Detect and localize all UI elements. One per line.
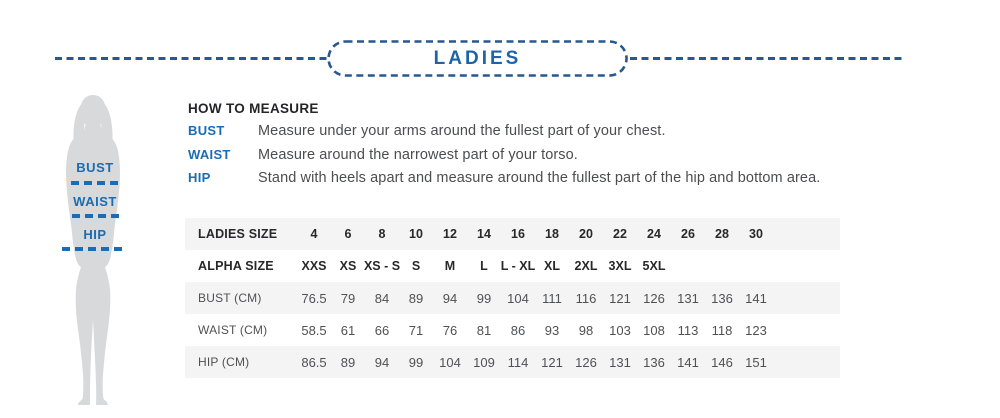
- table-cell: 108: [643, 322, 665, 338]
- figure-waist-line: [72, 214, 119, 218]
- divider-dash-left: [55, 57, 327, 60]
- table-cell: 14: [477, 227, 491, 241]
- size-table: [185, 218, 840, 378]
- table-cell: XS: [339, 259, 357, 273]
- table-cell: 116: [575, 290, 597, 306]
- howto-bust-text: Measure under your arms around the fullest part of your chest.: [258, 123, 666, 139]
- table-cell: 99: [408, 354, 424, 370]
- table-cell: M: [444, 259, 456, 273]
- table-cell: 99: [476, 290, 492, 306]
- table-cell: 94: [442, 290, 458, 306]
- table-cell: 111: [542, 290, 562, 306]
- table-cell: 76: [442, 322, 458, 338]
- howto-waist-text: Measure around the narrowest part of your torso.: [258, 146, 578, 163]
- table-row-label: HIP (CM): [198, 355, 250, 369]
- table-cell: 89: [408, 290, 424, 306]
- table-cell: 141: [745, 290, 767, 306]
- table-cell: 146: [711, 354, 733, 370]
- table-cell: 2XL: [574, 259, 598, 273]
- table-cell: 28: [715, 227, 729, 241]
- table-cell: 89: [340, 354, 356, 370]
- table-cell: 58.5: [301, 322, 327, 338]
- table-row-label: WAIST (CM): [198, 323, 268, 337]
- table-cell: 18: [545, 227, 559, 241]
- table-cell: 121: [541, 354, 563, 370]
- table-row-label: BUST (CM): [198, 291, 262, 305]
- table-cell: 131: [609, 354, 631, 370]
- table-cell: 24: [647, 227, 661, 241]
- table-row-label: LADIES SIZE: [198, 227, 278, 241]
- ladies-badge: [327, 40, 628, 77]
- table-cell: 20: [579, 227, 593, 241]
- table-cell: 126: [643, 290, 665, 306]
- figure-hip-line: [62, 247, 124, 251]
- table-cell: L - XL: [500, 259, 536, 273]
- table-cell: 93: [544, 322, 560, 338]
- table-cell: 3XL: [608, 259, 632, 273]
- table-cell: 98: [578, 322, 594, 338]
- table-cell: 104: [507, 290, 529, 306]
- table-cell: 12: [443, 227, 457, 241]
- table-cell: 131: [677, 290, 699, 306]
- table-cell: 10: [409, 227, 423, 241]
- howto-row-bust: [188, 123, 888, 147]
- figure-hip-label: HIP: [83, 227, 107, 242]
- figure-bust-line: [71, 181, 122, 185]
- figure-bust-label: BUST: [76, 160, 114, 175]
- table-cell: S: [411, 259, 421, 273]
- table-cell: L: [480, 259, 488, 273]
- table-cell: 151: [745, 354, 767, 370]
- page-title: LADIES: [433, 47, 522, 69]
- howto-waist-label: WAIST: [188, 146, 231, 162]
- table-cell: 114: [507, 354, 529, 370]
- table-cell: 76.5: [301, 290, 327, 306]
- table-cell: 6: [344, 227, 352, 241]
- table-cell: XS - S: [363, 259, 401, 273]
- howto-hip-label: HIP: [188, 170, 211, 185]
- howto-row-hip: [188, 170, 888, 194]
- howto-hip-text: Stand with heels apart and measure around the fullest part of the hip and bottom area.: [258, 170, 821, 186]
- table-row-label: ALPHA SIZE: [198, 259, 274, 273]
- how-to-measure-section: [188, 100, 888, 194]
- table-cell: 118: [711, 322, 733, 338]
- table-row: [185, 282, 840, 314]
- table-cell: XL: [544, 259, 560, 273]
- table-cell: 22: [613, 227, 627, 241]
- divider-dash-right: [630, 57, 906, 60]
- table-cell: 126: [575, 354, 597, 370]
- table-cell: 8: [378, 227, 386, 241]
- howto-bust-label: BUST: [188, 123, 225, 138]
- table-cell: 113: [677, 322, 699, 338]
- table-cell: 30: [749, 227, 763, 241]
- table-cell: 71: [408, 322, 424, 338]
- table-cell: 109: [473, 354, 495, 370]
- figure-waist-label: WAIST: [73, 194, 117, 209]
- table-cell: 86: [510, 322, 526, 338]
- table-cell: 81: [476, 322, 492, 338]
- table-cell: 136: [643, 354, 665, 370]
- howto-row-waist: [188, 147, 888, 171]
- table-cell: 103: [609, 322, 631, 338]
- table-cell: 66: [374, 322, 390, 338]
- table-cell: 26: [681, 227, 695, 241]
- table-row: [185, 250, 840, 282]
- table-cell: 123: [745, 322, 767, 338]
- table-cell: 79: [340, 290, 356, 306]
- table-row: [185, 218, 840, 250]
- table-cell: 61: [340, 322, 356, 338]
- table-cell: 94: [374, 354, 390, 370]
- table-cell: 141: [677, 354, 699, 370]
- measurement-figure: [40, 90, 150, 412]
- table-cell: 104: [439, 354, 461, 370]
- table-cell: 4: [310, 227, 318, 241]
- table-row: [185, 314, 840, 346]
- table-cell: 5XL: [642, 259, 666, 273]
- table-cell: 86.5: [301, 354, 327, 370]
- table-cell: 84: [374, 290, 390, 306]
- table-cell: 16: [511, 227, 525, 241]
- table-cell: 121: [609, 290, 631, 306]
- table-cell: XXS: [301, 259, 327, 273]
- how-to-measure-title: HOW TO MEASURE: [188, 101, 319, 116]
- table-cell: 136: [711, 290, 733, 306]
- table-row: [185, 346, 840, 378]
